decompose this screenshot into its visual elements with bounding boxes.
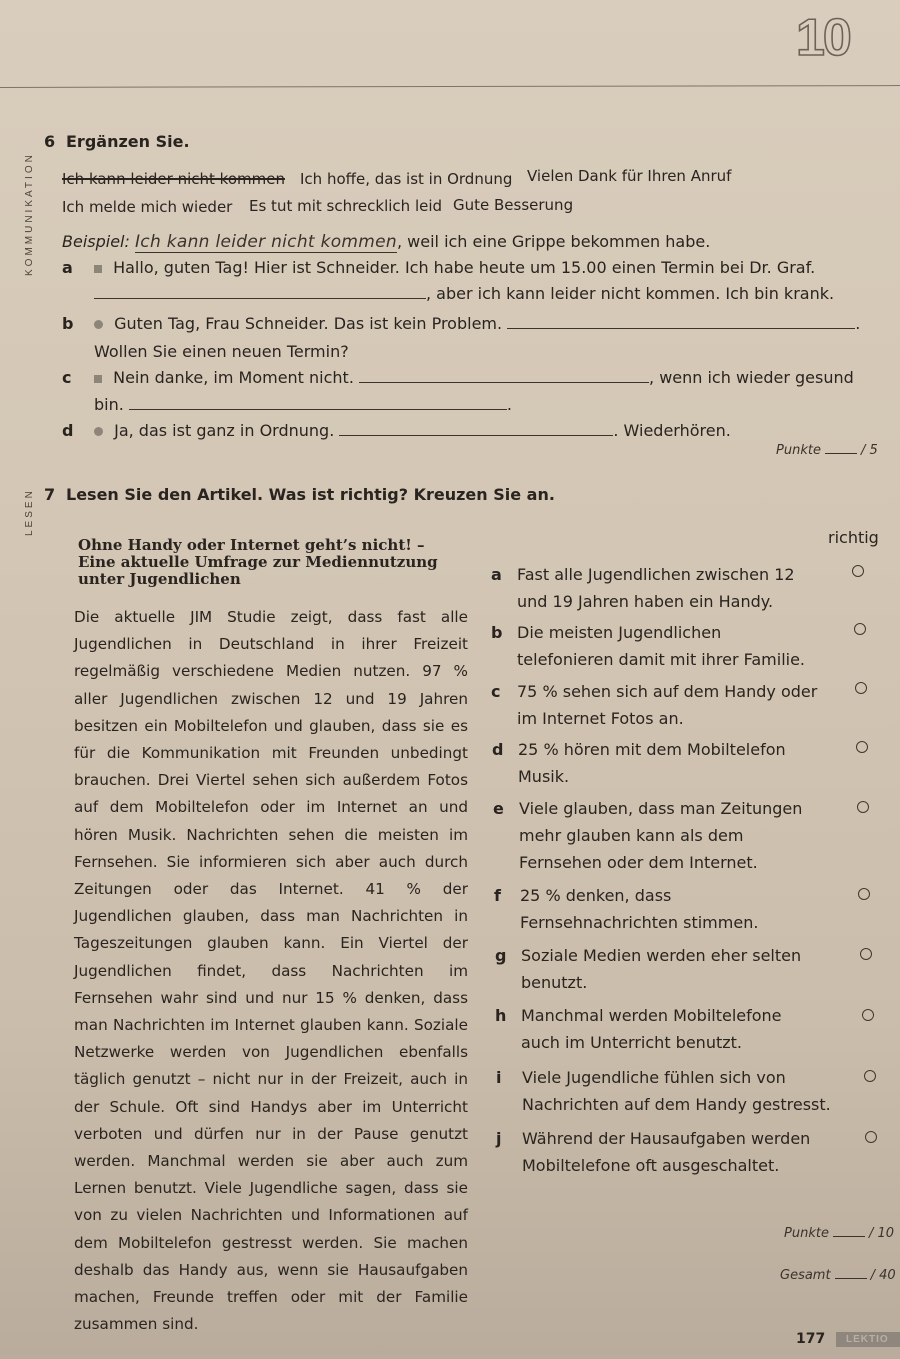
example-rest: , weil ich eine Grippe bekommen habe. <box>396 232 711 251</box>
total-score <box>780 1268 896 1283</box>
item-end: . Wiederhören. <box>613 421 731 440</box>
richtig-radio-d[interactable] <box>856 741 868 753</box>
item-text: Nein danke, im Moment nicht. <box>113 368 354 387</box>
richtig-radio-g[interactable] <box>860 948 872 960</box>
article-body: Die aktuelle JIM Studie zeigt, dass fast alle Jugendlichen in Deutschland in ihrer Freizeit regelmäßig verschiedene Medien nutzen. 97 % aller Jugendlichen zwischen 12 und 19 Jahren besitzen ein Mobiltelefon und glauben, dass sie es für die Kommunikation mit Freunden unbedingt brauchen. Drei Viertel sehen sich außerdem Fotos auf dem Mobiltelefon oder im Internet an und hören Musik. Nachrichten sehen die meisten im Fernsehen. Sie informieren sich aber auch durch Zeitungen oder das Internet. 41 % der Jugendlichen glauben, dass man Nachrichten in Tageszeitungen glauben kann. Ein Viertel der Jugendlichen findet, dass Nachrichten im Fernsehen wahr sind und nur 15 % denken, dass man Nachrichten im Internet glauben kann. Soziale Netzwerke werden von Jugendlichen ebenfalls täglich genutzt – nicht nur in der Freizeit, auch in der Schule. Oft sind Handys aber im Unterricht verboten und dürfen nur in der Pause genutzt werden. Manchmal werden sie aber auch zum Lernen benutzt. Viele Jugendliche sagen, dass sie von zu vielen Nachrichten und Informationen auf dem Mobiltelefon gestresst werden. Sie machen deshalb das Handy aus, wenn sie Hausaufgaben machen, Freunde treffen oder mit der Familie zusammen sind. <box>74 608 468 1334</box>
score-max: / 5 <box>860 443 878 458</box>
dialog-item-b <box>62 314 860 333</box>
richtig-radio-j[interactable] <box>865 1131 877 1143</box>
richtig-radio-a[interactable] <box>852 565 864 577</box>
statement-letter: f <box>494 886 501 905</box>
task7-title <box>44 485 555 504</box>
answer-blank[interactable] <box>94 285 426 299</box>
statement-text: 75 % sehen sich auf dem Handy oder im Internet Fotos an. <box>517 682 818 728</box>
column-header-richtig: richtig <box>828 528 879 547</box>
chapter-number: 10 <box>796 9 850 67</box>
statement-e <box>493 795 815 876</box>
dialog-item-d <box>62 421 731 440</box>
statement-a <box>491 561 827 615</box>
score-label: Punkte <box>784 1226 829 1241</box>
side-label-kommunikation: KOMMUNIKATION <box>24 152 35 276</box>
richtig-radio-c[interactable] <box>855 682 867 694</box>
statement-text: Fast alle Jugendlichen zwischen 12 und 19 Jahren haben ein Handy. <box>517 565 795 611</box>
task6-title-text: Ergänzen Sie. <box>66 132 190 151</box>
item-end: . <box>855 314 861 333</box>
item-letter: d <box>62 421 74 440</box>
item-letter: b <box>62 314 74 333</box>
statement-g <box>495 942 821 996</box>
item-end: , wenn ich wieder gesund <box>649 368 854 387</box>
dialog-item-c-line2 <box>94 395 512 414</box>
word-bank-item: Vielen Dank für Ihren Anruf <box>527 167 732 185</box>
word-bank-item: Gute Besserung <box>453 196 574 214</box>
dialog-item-a <box>62 258 815 277</box>
statement-letter: d <box>492 740 504 759</box>
statement-f <box>494 882 820 936</box>
statement-d <box>492 736 808 790</box>
statement-letter: e <box>493 799 504 818</box>
statement-c <box>491 678 827 732</box>
header-divider <box>0 85 900 88</box>
richtig-radio-h[interactable] <box>862 1009 874 1021</box>
example-sentence <box>62 232 710 252</box>
item-text: Ja, das ist ganz in Ordnung. <box>114 421 335 440</box>
richtig-radio-f[interactable] <box>858 888 870 900</box>
statement-text: Viele glauben, dass man Zeitungen mehr glauben kann als dem Fernsehen oder dem Internet. <box>519 799 803 872</box>
richtig-radio-e[interactable] <box>857 801 869 813</box>
total-blank[interactable] <box>835 1278 867 1279</box>
page-number: 177 <box>796 1331 826 1347</box>
example-handwritten-answer: Ich kann leider nicht kommen <box>134 232 397 252</box>
answer-blank[interactable] <box>339 422 613 436</box>
word-bank-item: Ich hoffe, das ist in Ordnung <box>300 170 513 188</box>
answer-blank[interactable] <box>507 315 855 329</box>
statement-letter: a <box>491 565 502 584</box>
score-max: / 10 <box>868 1226 895 1241</box>
dialog-item-a-line2 <box>94 284 834 303</box>
statement-h <box>495 1002 821 1056</box>
item-text: , aber ich kann leider nicht kommen. Ich bin krank. <box>426 284 835 303</box>
headline-line: Eine aktuelle Umfrage zur Mediennutzung <box>78 553 438 571</box>
item-letter: c <box>62 368 72 387</box>
statement-b <box>491 619 817 673</box>
answer-blank[interactable] <box>359 369 649 383</box>
statement-text: Soziale Medien werden eher selten benutzt. <box>521 946 802 992</box>
item-b-line2: Wollen Sie einen neuen Termin? <box>94 342 349 361</box>
speaker-circle-icon <box>94 320 103 329</box>
speaker-square-icon <box>94 375 102 383</box>
statement-text: Viele Jugendliche fühlen sich von Nachrichten auf dem Handy gestresst. <box>522 1068 831 1114</box>
statement-text: Die meisten Jugendlichen telefonieren damit mit ihrer Familie. <box>517 623 806 669</box>
task6-title <box>44 132 190 151</box>
statement-text: Manchmal werden Mobiltelefone auch im Unterricht benutzt. <box>521 1006 782 1052</box>
item-text: bin. <box>94 395 124 414</box>
side-label-lesen: LESEN <box>24 488 35 536</box>
task7-title-text: Lesen Sie den Artikel. Was ist richtig? Kreuzen Sie an. <box>66 485 555 504</box>
speaker-square-icon <box>94 265 102 273</box>
statement-text: Während der Hausaufgaben werden Mobiltelefone oft ausgeschaltet. <box>522 1129 811 1175</box>
item-text: Hallo, guten Tag! Hier ist Schneider. Ich habe heute um 15.00 einen Termin bei Dr. Graf. <box>113 258 816 277</box>
score-blank[interactable] <box>833 1236 865 1237</box>
statement-letter: j <box>496 1129 502 1148</box>
statement-letter: i <box>496 1068 502 1087</box>
statement-letter: c <box>491 682 501 701</box>
article-headline <box>78 537 458 588</box>
statement-letter: b <box>491 623 503 642</box>
statement-letter: g <box>495 946 507 965</box>
total-label: Gesamt <box>780 1268 831 1283</box>
richtig-radio-i[interactable] <box>864 1070 876 1082</box>
example-label: Beispiel: <box>62 232 130 251</box>
statement-j <box>496 1125 832 1179</box>
score-blank[interactable] <box>825 453 857 454</box>
item-letter: a <box>62 258 73 277</box>
lektion-tab: LEKTIO <box>836 1332 900 1347</box>
word-bank-item: Ich melde mich wieder <box>62 198 233 216</box>
word-bank-item: Es tut mit schrecklich leid <box>249 197 443 215</box>
dialog-item-c <box>62 368 854 387</box>
statement-text: 25 % hören mit dem Mobiltelefon Musik. <box>518 740 786 786</box>
statement-i <box>496 1064 852 1118</box>
task6-score <box>776 443 878 458</box>
task6-number: 6 <box>44 132 56 151</box>
statement-letter: h <box>495 1006 507 1025</box>
speaker-circle-icon <box>94 427 103 436</box>
item-end: . <box>506 395 513 414</box>
task7-number: 7 <box>44 485 56 504</box>
headline-line: Ohne Handy oder Internet geht’s nicht! – <box>78 536 425 554</box>
task7-score <box>784 1226 894 1241</box>
score-label: Punkte <box>776 443 821 458</box>
total-max: / 40 <box>870 1268 896 1283</box>
word-bank-item: Ich kann leider nicht kommen <box>62 170 285 188</box>
item-text: Guten Tag, Frau Schneider. Das ist kein Problem. <box>114 314 503 333</box>
answer-blank[interactable] <box>129 396 507 410</box>
statement-text: 25 % denken, dass Fernsehnachrichten stimmen. <box>520 886 759 932</box>
headline-line: unter Jugendlichen <box>78 570 241 588</box>
richtig-radio-b[interactable] <box>854 623 866 635</box>
